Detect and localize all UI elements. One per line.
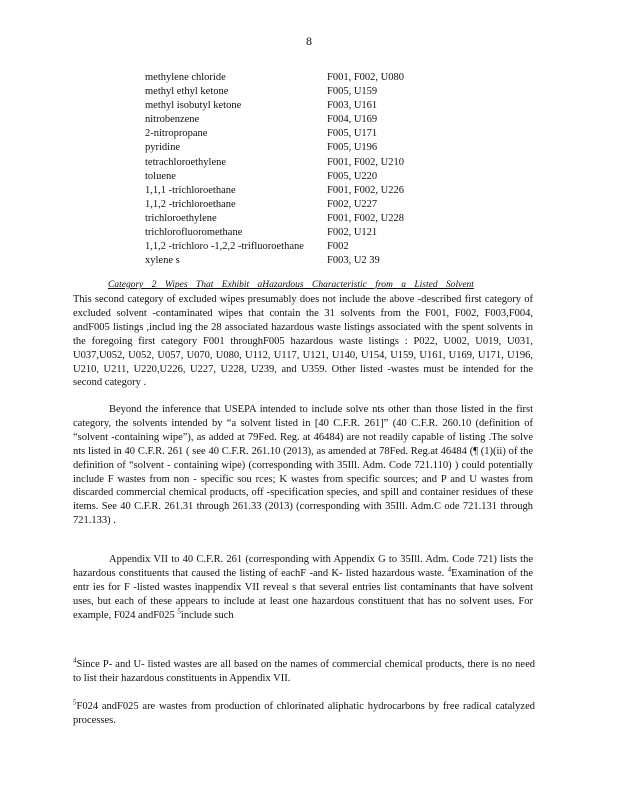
paragraph-first: This second category of excluded wipes presumably does not include the above -described first category of excluded solvent -contaminated wipes that contain the 31 solvents from the F001, F002, F003,F004, andF005 listings ,includ ing the 28 associated hazardous waste listings associated with the spent solvents in the foregoing first category F001 throughF005 hazardous waste listings : P022, U002, U019, U031, U037,U052, U052, U057, U070, U080, U112, U117, U121, U140, U154, U159, U161, U169, U171, U196, U210, U211, U220,U226, U227, U228, U239, and U359. Other listed -wastes must be intended for the second category . <box>73 294 533 389</box>
paragraph-second: Beyond the inference that USEPA intended to include solve nts other than those listed in the first category, the solvents intended by “a solvent listed in [40 C.F.R. 261]” (40 C.F.R. 260.10 (definition of “solvent -containing wipe”), as added at 79Fed. Reg. at 46484) are not readily capable of listing .The solve nts listed in 40 C.F.R. 261 ( see 40 C.F.R. 261.10 (2013), as amended at 78Fed. Reg.at 46484 (¶ (1)(ii) of the definition of “solvent - containing wipe) (corresponding with 35Ill. Adm. Code 721.110) ) could potentially include F wastes from non - specific sou rces; K wastes from specific sources; and P and U wastes from discarded commercial chemical products, off -specification species, and spill and container residues of these items. See 40 C.F.R. 261.31 through 261.33 (2013) (corresponding with 35Ill. Adm.C ode 721.131 through 721.133) . <box>73 404 533 527</box>
footnote-4-mark: 4 <box>73 656 77 665</box>
footnote-5-mark: 5 <box>73 698 77 707</box>
solvent-name: tetrachloroethylene <box>145 156 227 168</box>
solvent-row <box>145 156 525 170</box>
paragraph-third-part-c: include such <box>180 609 234 621</box>
footnote-4-text: Since P- and U- listed wastes are all based on the names of commercial chemical products, there is no need to list their hazardous constituents in Appendix VII. <box>73 659 535 684</box>
solvent-name: methyl isobutyl ketone <box>145 100 242 112</box>
solvent-row <box>145 254 525 268</box>
page-number: 8 <box>306 34 312 48</box>
solvent-name: xylene s <box>145 255 180 267</box>
solvent-codes: F005, U196 <box>327 142 378 154</box>
solvent-row <box>145 141 525 155</box>
footnote-5 <box>73 700 535 728</box>
solvent-codes: F001, F002, U226 <box>327 184 405 196</box>
solvent-codes: F001, F002, U228 <box>327 212 405 224</box>
paragraph-third-part-b: Examination of the entr ies for F -listed wastes inappendix VII reveal s that several entries list contaminants that have solvent uses, but each of these appears to include at least one hazardous constituent that has no solvent uses. For example, F024 andF025 <box>73 567 533 621</box>
section-heading: Category 2 Wipes That Exhibit aHazardous Characteristic from a Listed Solvent <box>108 280 474 290</box>
solvent-codes: F002 <box>327 241 349 253</box>
footnote-4 <box>73 658 535 686</box>
solvent-name: trichloroethylene <box>145 212 217 224</box>
solvent-name: toluene <box>145 170 176 182</box>
solvent-name: methyl ethyl ketone <box>145 86 229 98</box>
solvent-name: pyridine <box>145 142 180 154</box>
solvent-row <box>145 226 525 240</box>
paragraph-third <box>73 553 533 623</box>
solvent-row <box>145 113 525 127</box>
solvent-row <box>145 184 525 198</box>
solvent-name: 1,1,1 -trichloroethane <box>145 184 236 196</box>
solvent-name: nitrobenzene <box>145 114 200 126</box>
solvent-codes: F002, U121 <box>327 227 378 239</box>
solvent-row <box>145 170 525 184</box>
solvent-name: trichlorofluoromethane <box>145 227 243 239</box>
solvent-name: 1,1,2 -trichloro -1,2,2 -trifluoroethane <box>145 241 304 253</box>
solvent-row <box>145 198 525 212</box>
solvent-row <box>145 240 525 254</box>
solvent-name: 2-nitropropane <box>145 128 208 140</box>
solvent-codes: F001, F002, U210 <box>327 156 405 168</box>
solvent-row <box>145 85 525 99</box>
solvent-row <box>145 127 525 141</box>
solvent-row <box>145 71 525 85</box>
solvent-name: 1,1,2 -trichloroethane <box>145 198 236 210</box>
solvent-list <box>145 71 525 268</box>
solvent-codes: F005, U220 <box>327 170 378 182</box>
footnote-ref-4: 4 <box>447 565 452 574</box>
footnote-ref-5: 5 <box>177 607 181 616</box>
solvent-codes: F001, F002, U080 <box>327 72 405 83</box>
footnote-5-text: F024 andF025 are wastes from production of chlorinated aliphatic hydrocarbons by free radical catalyzed processes. <box>73 701 535 726</box>
solvent-row <box>145 99 525 113</box>
solvent-codes: F005, U159 <box>327 86 378 98</box>
solvent-name: methylene chloride <box>145 72 226 83</box>
solvent-codes: F004, U169 <box>327 114 378 126</box>
solvent-codes: F003, U2 39 <box>327 255 380 267</box>
paragraph-third-part-a: Appendix VII to 40 C.F.R. 261 (corresponding with Appendix G to 35Ill. Adm. Code 721) lists the hazardous constituents that caused the listing of eachF -and K- listed hazardous waste. <box>73 554 533 579</box>
solvent-codes: F003, U161 <box>327 100 378 112</box>
solvent-codes: F002, U227 <box>327 198 378 210</box>
solvent-codes: F005, U171 <box>327 128 378 140</box>
solvent-row <box>145 212 525 226</box>
